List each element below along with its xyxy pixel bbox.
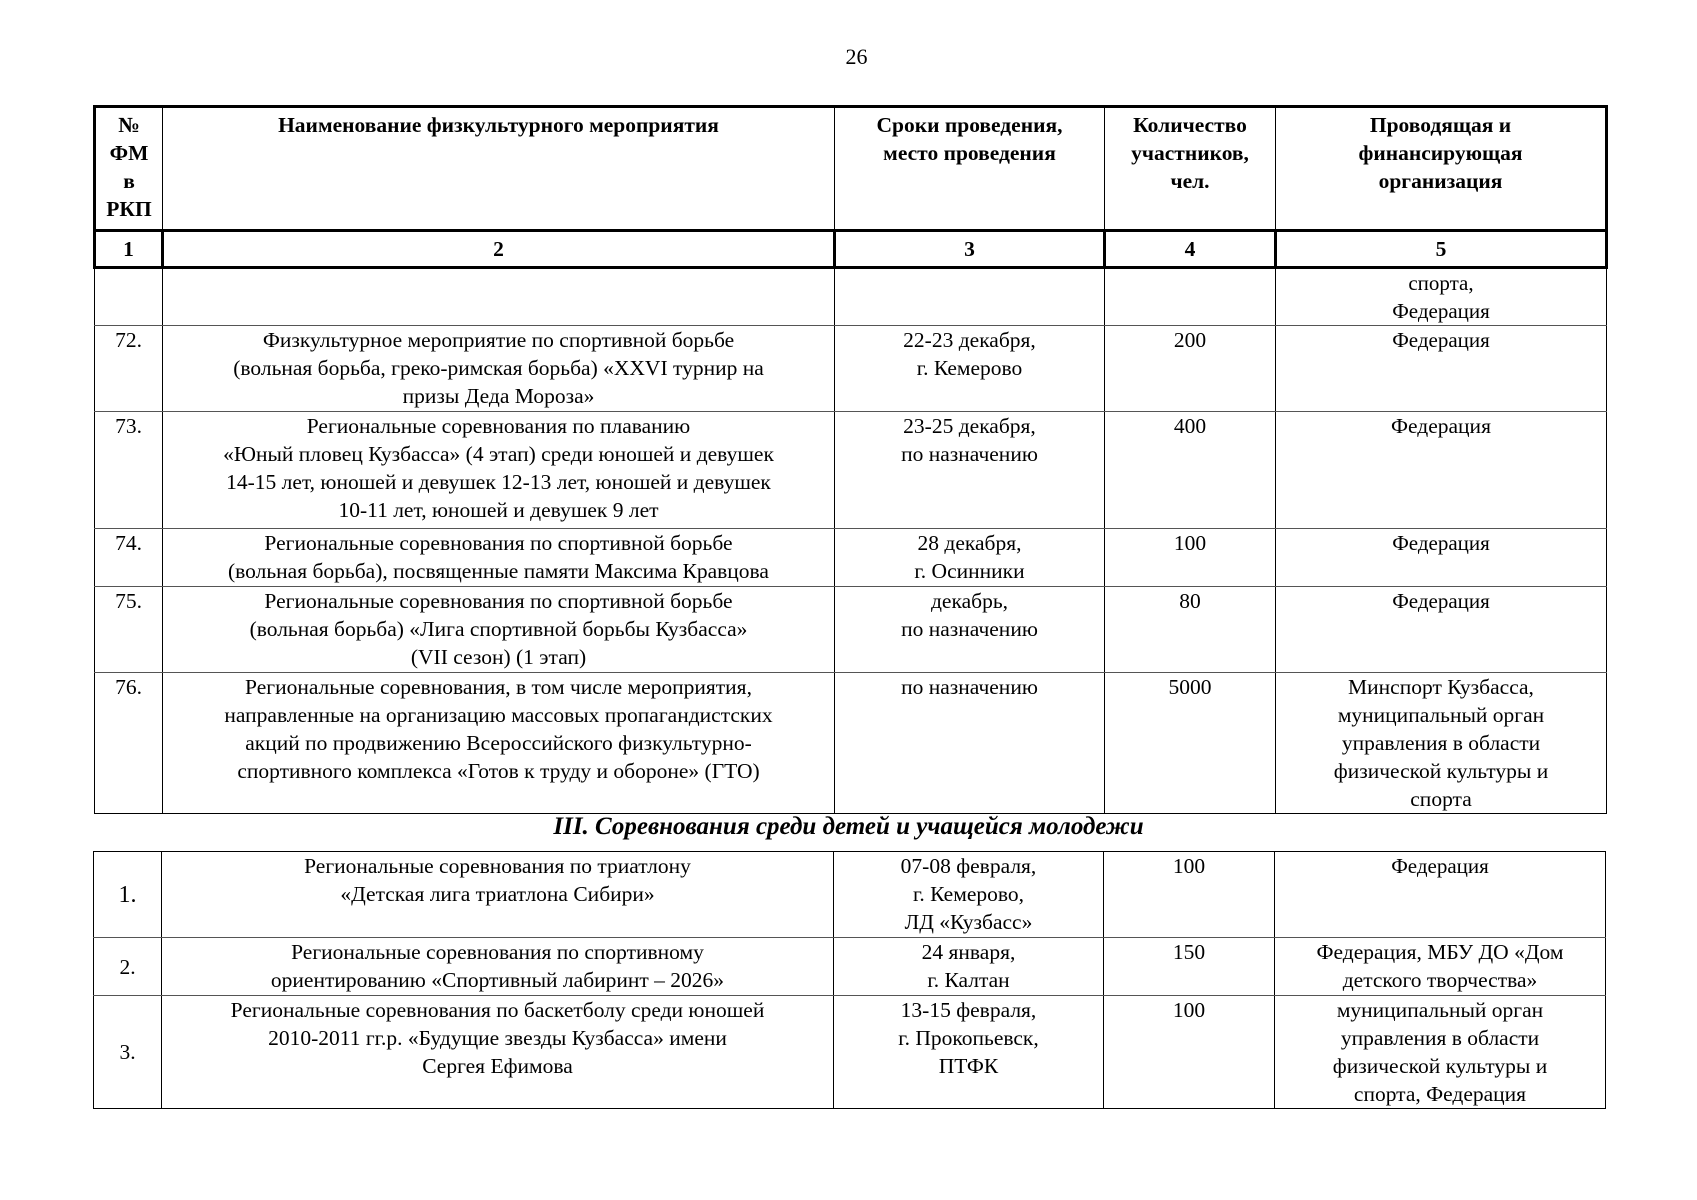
event-organization: Федерация (1276, 412, 1607, 529)
event-participants: 100 (1104, 852, 1275, 938)
event-participants: 80 (1105, 587, 1276, 673)
event-dates: декабрь, по назначению (835, 587, 1105, 673)
event-participants: 5000 (1105, 673, 1276, 814)
event-participants: 200 (1105, 326, 1276, 412)
event-name: Региональные соревнования по спортивному ориентированию «Спортивный лабиринт – 2026» (162, 938, 834, 996)
event-participants (1105, 268, 1276, 326)
section3-table (93, 851, 1606, 1109)
table-row (94, 996, 1606, 1109)
event-name: Региональные соревнования по баскетболу среди юношей 2010-2011 гг.р. «Будущие звезды Кузбасса» имени Сергея Ефимова (162, 996, 834, 1109)
header-row (95, 107, 1607, 231)
event-participants: 400 (1105, 412, 1276, 529)
event-dates (835, 268, 1105, 326)
page-number: 26 (845, 44, 868, 69)
row-number (95, 268, 163, 326)
events-table (93, 105, 1608, 814)
column-number: 2 (163, 231, 835, 268)
table-row (94, 852, 1606, 938)
table-row (95, 326, 1607, 412)
event-dates: по назначению (835, 673, 1105, 814)
header-col-name: Наименование физкультурного мероприятия (163, 107, 835, 231)
row-number: 3. (94, 996, 162, 1109)
table-row (95, 587, 1607, 673)
event-dates: 23-25 декабря, по назначению (835, 412, 1105, 529)
row-number: 2. (94, 938, 162, 996)
section-title: III. Соревнования среди детей и учащейся молодежи (553, 813, 1144, 840)
event-organization: спорта, Федерация (1276, 268, 1607, 326)
event-name: Региональные соревнования по плаванию «Юный пловец Кузбасса» (4 этап) среди юношей и девушек 14-15 лет, юношей и девушек 12-13 лет, юношей и девушек 10-11 лет, юношей и девушек 9 лет (163, 412, 835, 529)
column-number: 3 (835, 231, 1105, 268)
column-number: 5 (1276, 231, 1607, 268)
event-name: Региональные соревнования по триатлону «Детская лига триатлона Сибири» (162, 852, 834, 938)
event-name: Региональные соревнования, в том числе мероприятия, направленные на организацию массовых пропагандистских акций по продвижению Всероссийского физкультурно- спортивного комплекса «Готов к труду и обороне» (ГТО) (163, 673, 835, 814)
column-number: 1 (95, 231, 163, 268)
row-number: 74. (95, 529, 163, 587)
event-name (163, 268, 835, 326)
column-number: 4 (1105, 231, 1276, 268)
event-dates: 24 января, г. Калтан (834, 938, 1104, 996)
event-dates: 28 декабря, г. Осинники (835, 529, 1105, 587)
event-participants: 100 (1105, 529, 1276, 587)
event-organization: Федерация (1276, 326, 1607, 412)
event-organization: Федерация (1276, 529, 1607, 587)
header-col-participants: Количество участников, чел. (1105, 107, 1276, 231)
table-row (95, 412, 1607, 529)
event-organization: Федерация, МБУ ДО «Дом детского творчества» (1275, 938, 1606, 996)
row-number: 76. (95, 673, 163, 814)
row-number: 75. (95, 587, 163, 673)
table-row (95, 529, 1607, 587)
event-participants: 100 (1104, 996, 1275, 1109)
event-dates: 22-23 декабря, г. Кемерово (835, 326, 1105, 412)
row-number: 72. (95, 326, 163, 412)
event-dates: 07-08 февраля, г. Кемерово, ЛД «Кузбасс» (834, 852, 1104, 938)
event-organization: Федерация (1276, 587, 1607, 673)
header-col-number: № ФМ в РКП (95, 107, 163, 231)
event-dates: 13-15 февраля, г. Прокопьевск, ПТФК (834, 996, 1104, 1109)
event-organization: муниципальный орган управления в области физической культуры и спорта, Федерация (1275, 996, 1606, 1109)
header-col-organization: Проводящая и финансирующая организация (1276, 107, 1607, 231)
row-number: 1. (94, 852, 162, 938)
event-participants: 150 (1104, 938, 1275, 996)
event-organization: Минспорт Кузбасса, муниципальный орган управления в области физической культуры и спорта (1276, 673, 1607, 814)
table-row (95, 268, 1607, 326)
event-name: Региональные соревнования по спортивной борьбе (вольная борьба) «Лига спортивной борьбы Кузбасса» (VII сезон) (1 этап) (163, 587, 835, 673)
table-row (94, 938, 1606, 996)
table-row (95, 673, 1607, 814)
header-col-dates: Сроки проведения, место проведения (835, 107, 1105, 231)
event-organization: Федерация (1275, 852, 1606, 938)
column-numbers-row (95, 231, 1607, 268)
row-number: 73. (95, 412, 163, 529)
event-name: Физкультурное мероприятие по спортивной борьбе (вольная борьба, греко-римская борьба) «XXVI турнир на призы Деда Мороза» (163, 326, 835, 412)
event-name: Региональные соревнования по спортивной борьбе (вольная борьба), посвященные памяти Максима Кравцова (163, 529, 835, 587)
